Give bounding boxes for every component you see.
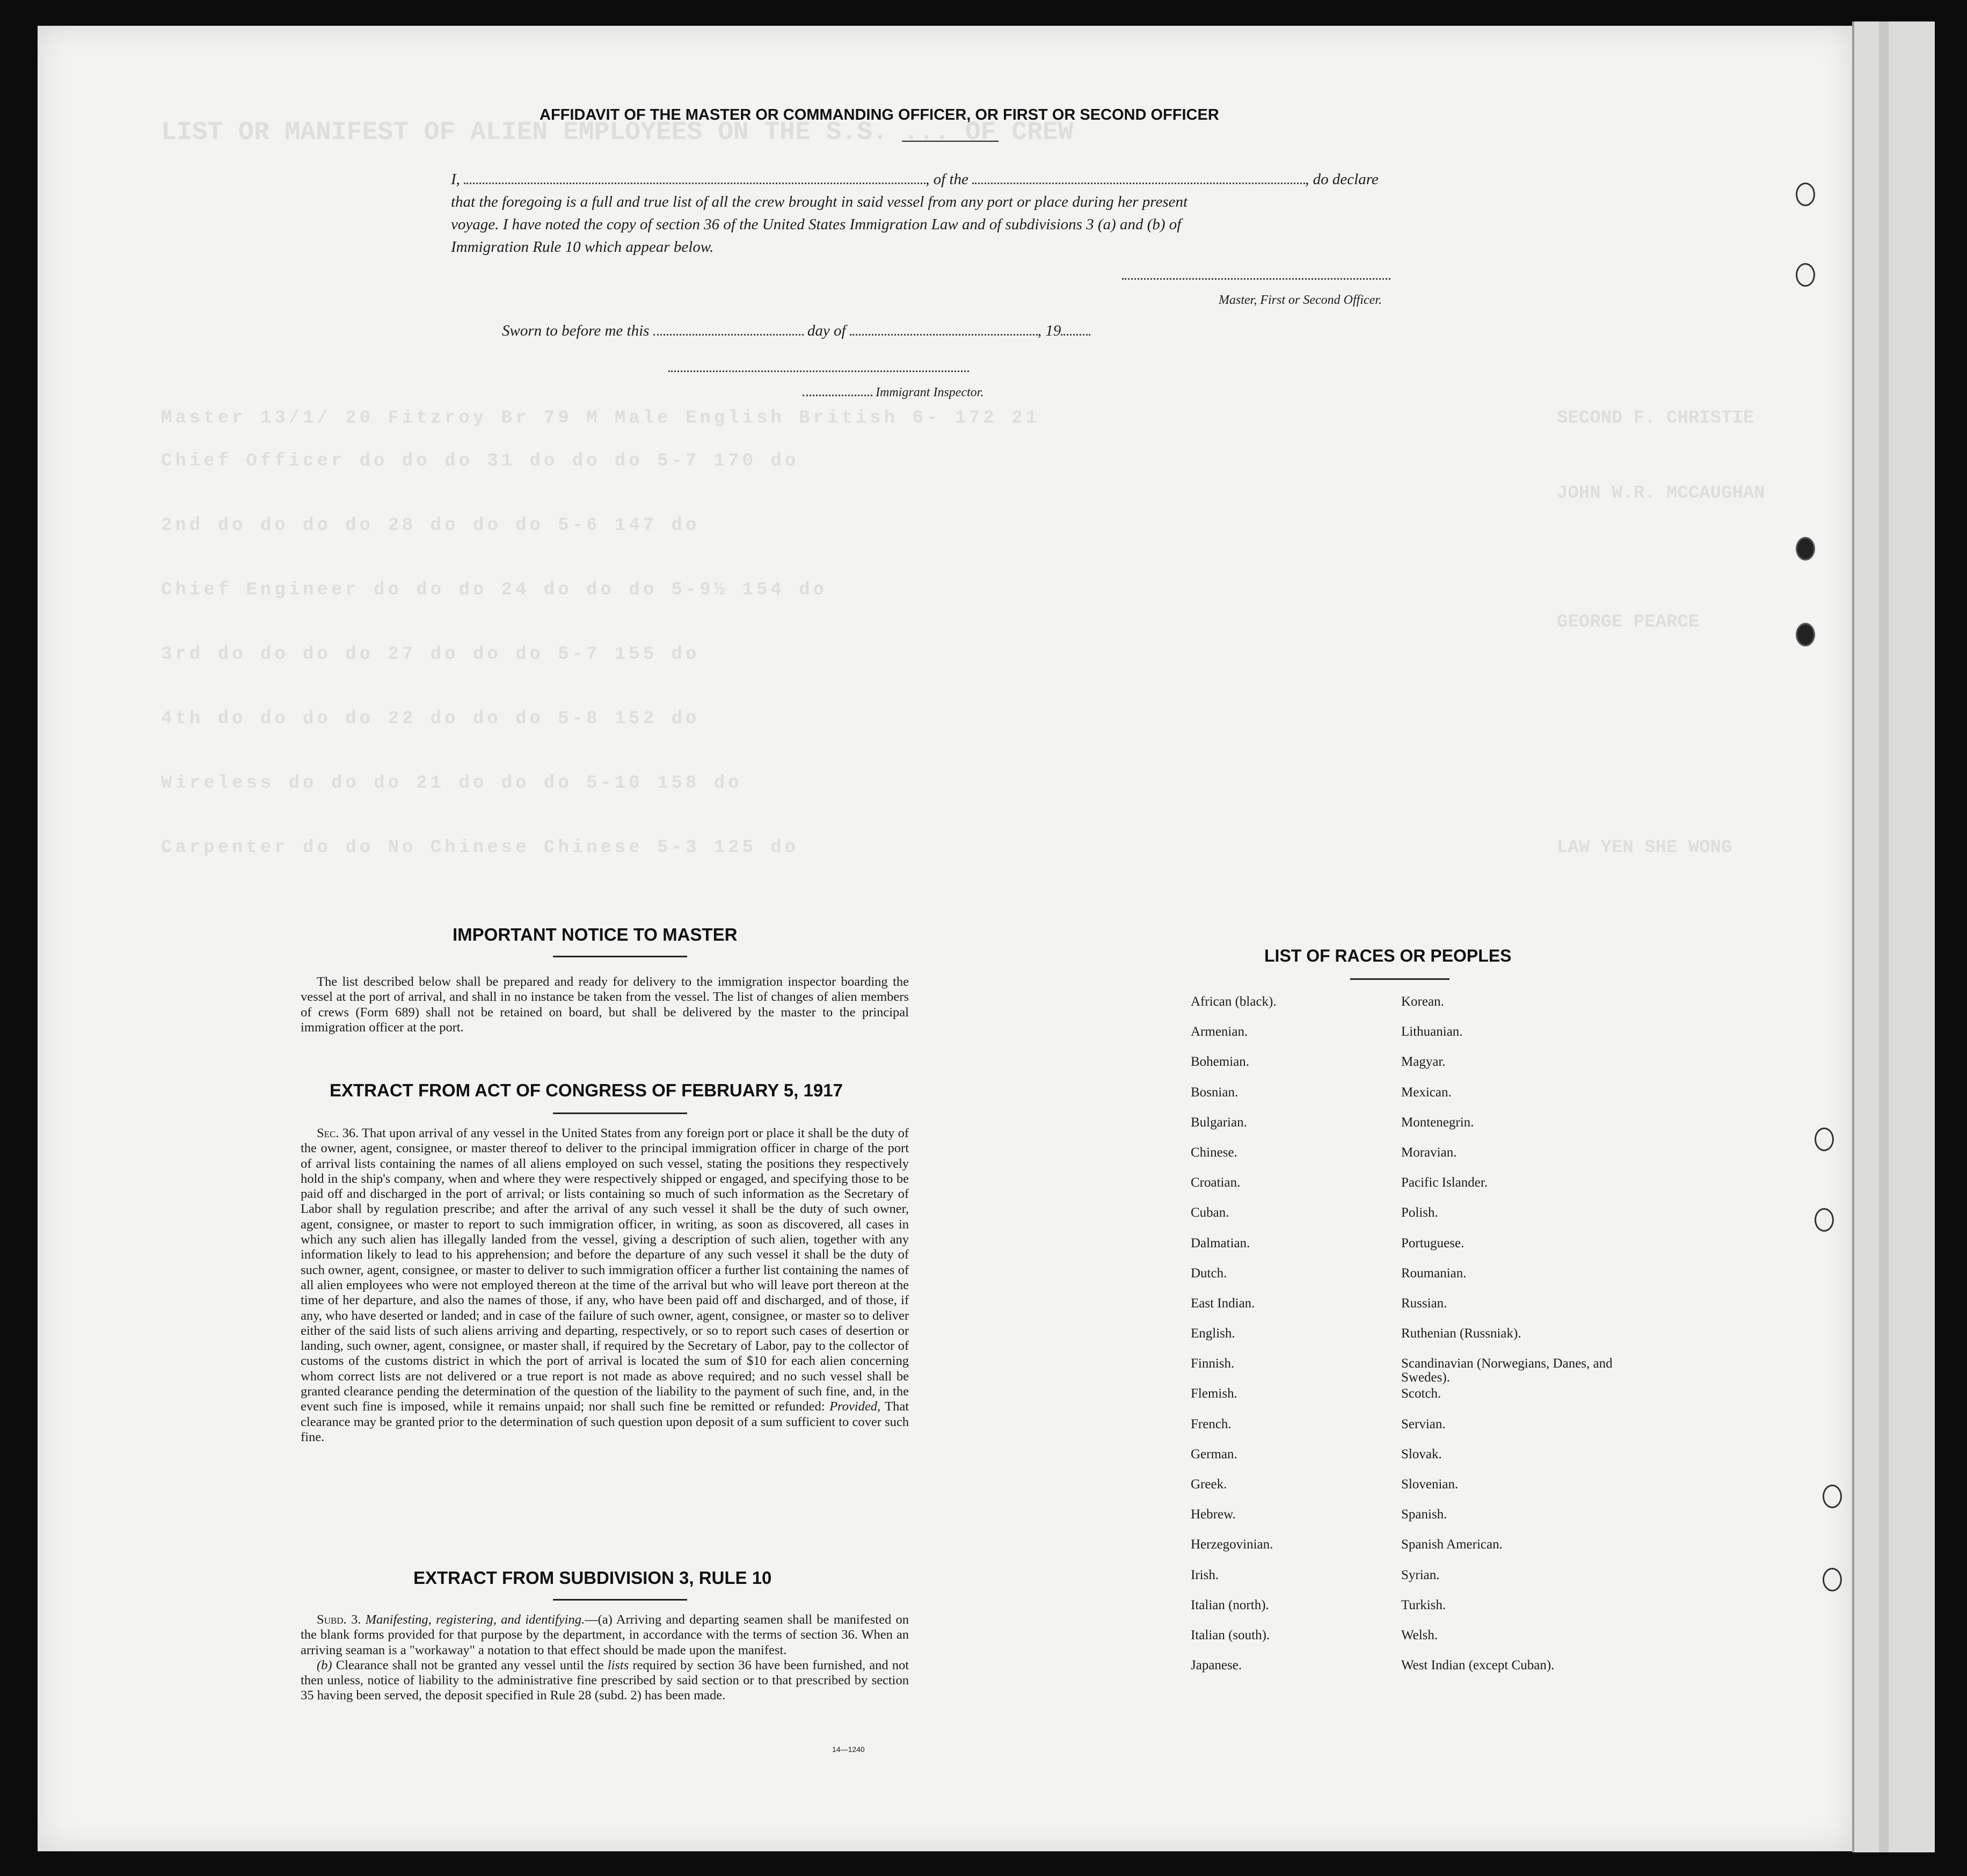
binder-hole (1823, 1485, 1842, 1508)
affidavit-line-3: voyage. I have noted the copy of section 36 of the United States Immigration Law and of subdivisions 3 (a) and (b) of (451, 216, 1182, 233)
race-item: Syrian. (1401, 1567, 1440, 1582)
binder-hole (1796, 263, 1815, 287)
subd-a-text: —(a) Arriving and departing seamen shall be manifested on the blank forms provided for that purpose by the department, in accordance with the terms of section 36. When an arriving seaman is a "workaway" a notation to that effect should be made upon the manifest. (301, 1612, 909, 1657)
binder-hole (1796, 537, 1815, 561)
day-of-text: day of (807, 322, 846, 339)
form-number: 14—1240 (832, 1745, 865, 1754)
race-item: Spanish. (1401, 1507, 1447, 1522)
race-item: Italian (north). (1191, 1597, 1269, 1612)
race-item: Slovak. (1401, 1446, 1442, 1461)
binder-hole (1796, 183, 1815, 206)
race-item: Hebrew. (1191, 1507, 1236, 1522)
notice-text (301, 975, 909, 1035)
race-item: Dalmatian. (1191, 1235, 1250, 1250)
master-caption: Master, First or Second Officer. (1219, 293, 1382, 307)
race-item: Moravian. (1401, 1145, 1457, 1160)
races-column-2 (1401, 995, 1627, 1689)
act-title: EXTRACT FROM ACT OF CONGRESS OF FEBRUARY 5, 1917 (330, 1080, 843, 1100)
race-item: Irish. (1191, 1567, 1219, 1582)
race-item: Polish. (1401, 1205, 1438, 1220)
race-item: African (black). (1191, 994, 1277, 1009)
races-column-1 (1191, 995, 1373, 1689)
subd-label: Subd. 3. (317, 1612, 361, 1627)
race-item: Italian (south). (1191, 1627, 1270, 1642)
race-item: Servian. (1401, 1416, 1446, 1431)
race-item: Herzegovinian. (1191, 1537, 1273, 1552)
day-blank[interactable] (653, 334, 804, 336)
inspector-signature-line[interactable] (668, 370, 969, 372)
declare-text: , do declare (1305, 171, 1379, 188)
affidavit-title: AFFIDAVIT OF THE MASTER OR COMMANDING OFFICER, OR FIRST OR SECOND OFFICER (540, 106, 1219, 123)
race-item: Ruthenian (Russniak). (1401, 1326, 1521, 1341)
rule10-text (301, 1612, 909, 1704)
act-text (301, 1126, 909, 1445)
binder-hole (1815, 1128, 1834, 1151)
subd-b-text-2: required by section 36 have been furnished, and not then unless, notice of liability to the administrative fine prescribed by said section or to that prescribed by section 35 having been served, the deposit specified in Rule 28 (subd. 2) has been made. (301, 1657, 909, 1703)
race-item: Slovenian. (1401, 1477, 1459, 1492)
notice-title: IMPORTANT NOTICE TO MASTER (453, 925, 738, 944)
race-item: Mexican. (1401, 1085, 1452, 1100)
rule10-rule (553, 1599, 687, 1601)
year-text: , 19 (1037, 322, 1061, 339)
rule10-title: EXTRACT FROM SUBDIVISION 3, RULE 10 (413, 1568, 772, 1588)
affidavit-line-2: that the foregoing is a full and true list of all the crew brought in said vessel from any port or place during her present (451, 193, 1188, 210)
of-the-text: , of the (926, 171, 968, 188)
notice-rule (553, 956, 687, 957)
race-item: French. (1191, 1416, 1232, 1431)
race-item: Dutch. (1191, 1266, 1227, 1281)
title-rule (902, 141, 999, 142)
page-edge (1852, 21, 1935, 1852)
race-item: Finnish. (1191, 1356, 1235, 1371)
race-item: Scotch. (1401, 1386, 1441, 1401)
inspector-line (803, 386, 984, 400)
binder-hole (1823, 1568, 1842, 1591)
race-item: Portuguese. (1401, 1235, 1465, 1250)
race-item: Turkish. (1401, 1597, 1446, 1612)
provided-word: Provided, (829, 1399, 881, 1414)
race-item: Bosnian. (1191, 1085, 1239, 1100)
race-item: Welsh. (1401, 1627, 1438, 1642)
race-item: German. (1191, 1446, 1237, 1461)
race-item: Croatian. (1191, 1175, 1241, 1190)
affidavit-line-4: Immigration Rule 10 which appear below. (451, 238, 714, 256)
race-item: Spanish American. (1401, 1537, 1503, 1552)
binder-hole (1796, 623, 1815, 646)
sworn-line (502, 322, 1090, 340)
act-body-end: That clearance may be granted prior to the determination of such question upon deposit of a sum sufficient to cover such fine. (301, 1399, 909, 1444)
act-rule (553, 1112, 687, 1114)
page-edge-shadow (1879, 21, 1889, 1852)
year-blank[interactable] (1061, 334, 1090, 336)
race-item: Lithuanian. (1401, 1024, 1463, 1039)
race-item: Scandinavian (Norwegians, Danes, and Swedes). (1401, 1356, 1613, 1385)
subd-heading: Manifesting, registering, and identifying. (365, 1612, 585, 1627)
race-item: English. (1191, 1326, 1235, 1341)
race-item: Korean. (1401, 994, 1444, 1009)
race-item: Bohemian. (1191, 1055, 1250, 1070)
subd-b-text-1: Clearance shall not be granted any vessel until the (336, 1657, 604, 1673)
act-body: That upon arrival of any vessel in the United States from any foreign port or place it shall be the duty of the owner, agent, consignee, or master thereof to deliver to the principal immigration officer in charge of the port of arrival lists containing the names of all aliens employed on such vessel, stating the positions they respectively hold in the ship's company, when and where they were respectively shipped or engaged, and specifying those to be paid off and discharged in the port of arrival; or lists containing so much of such information as the Secretary of Labor shall by regulation prescribe; and after the arrival of any such vessel it shall be the duty of such owner, agent, consignee, or master to report to such immigration officer, in writing, as soon as discovered, all cases in which any such alien has illegally landed from the vessel, giving a description of such alien, together with any information likely to lead to his apprehension; and before the departure of any such vessel it shall be the duty of such owner, agent, consignee, or master to deliver to such immigration officer a further list containing the names of all alien employees who were not employed thereon at the time of the arrival but who will leave port thereon at the time of her departure, and also the names of those, if any, who have been paid off and discharged, and of those, if any, who have deserted or landed; and in case of the failure of such owner, agent, consignee, or master so to deliver either of the said lists of such aliens arriving and departing, respectively, or so to report such cases of desertion or landing, such owner, agent, consignee, or master shall, if required by the Secretary of Labor, pay to the collector of customs of the customs district in which the port of arrival is located the sum of $10 for each alien concerning whom correct lists are not delivered or a true report is not made as above required; and no such vessel shall be granted clearance pending the determination of the question of the liability to the payment of such fine, and, in the event such fine is imposed, while it remains unpaid; nor shall such fine be remitted or refunded: (301, 1126, 909, 1414)
race-item: Russian. (1401, 1296, 1447, 1311)
race-item: Montenegrin. (1401, 1115, 1474, 1130)
inspector-caption: Immigrant Inspector. (876, 386, 984, 399)
race-item: Magyar. (1401, 1055, 1446, 1070)
notice-paragraph: The list described below shall be prepared and ready for delivery to the immigration inspector boarding the vessel at the port of arrival, and shall in no instance be taken from the vessel. The list of changes of alien members of crews (Form 689) shall not be retained on board, but shall be delivered by the master to the principal immigration officer at the port. (301, 975, 909, 1035)
vessel-blank[interactable] (972, 183, 1305, 184)
month-blank[interactable] (850, 334, 1038, 336)
race-item: Greek. (1191, 1477, 1227, 1492)
subd-b-label: (b) (317, 1657, 332, 1673)
race-item: Cuban. (1191, 1205, 1229, 1220)
affidavit-line-1 (451, 171, 1379, 188)
race-item: Armenian. (1191, 1024, 1248, 1039)
binder-hole (1815, 1208, 1834, 1232)
race-item: Bulgarian. (1191, 1115, 1247, 1130)
race-item: Flemish. (1191, 1386, 1237, 1401)
race-item: Roumanian. (1401, 1266, 1467, 1281)
race-item: Pacific Islander. (1401, 1175, 1488, 1190)
inspector-name-blank[interactable] (803, 395, 872, 396)
race-item: Japanese. (1191, 1658, 1242, 1673)
sworn-text: Sworn to before me this (502, 322, 650, 339)
affidavit-i: I, (451, 171, 460, 188)
race-item: Chinese. (1191, 1145, 1237, 1160)
sec-label: Sec. 36. (317, 1126, 359, 1140)
name-blank[interactable] (464, 183, 926, 184)
master-signature-line[interactable] (1122, 278, 1390, 280)
race-item: East Indian. (1191, 1296, 1255, 1311)
race-item: West Indian (except Cuban). (1401, 1658, 1555, 1673)
races-title: LIST OF RACES OR PEOPLES (1264, 946, 1512, 965)
subd-b-lists: lists (607, 1657, 629, 1673)
races-rule (1350, 978, 1449, 980)
